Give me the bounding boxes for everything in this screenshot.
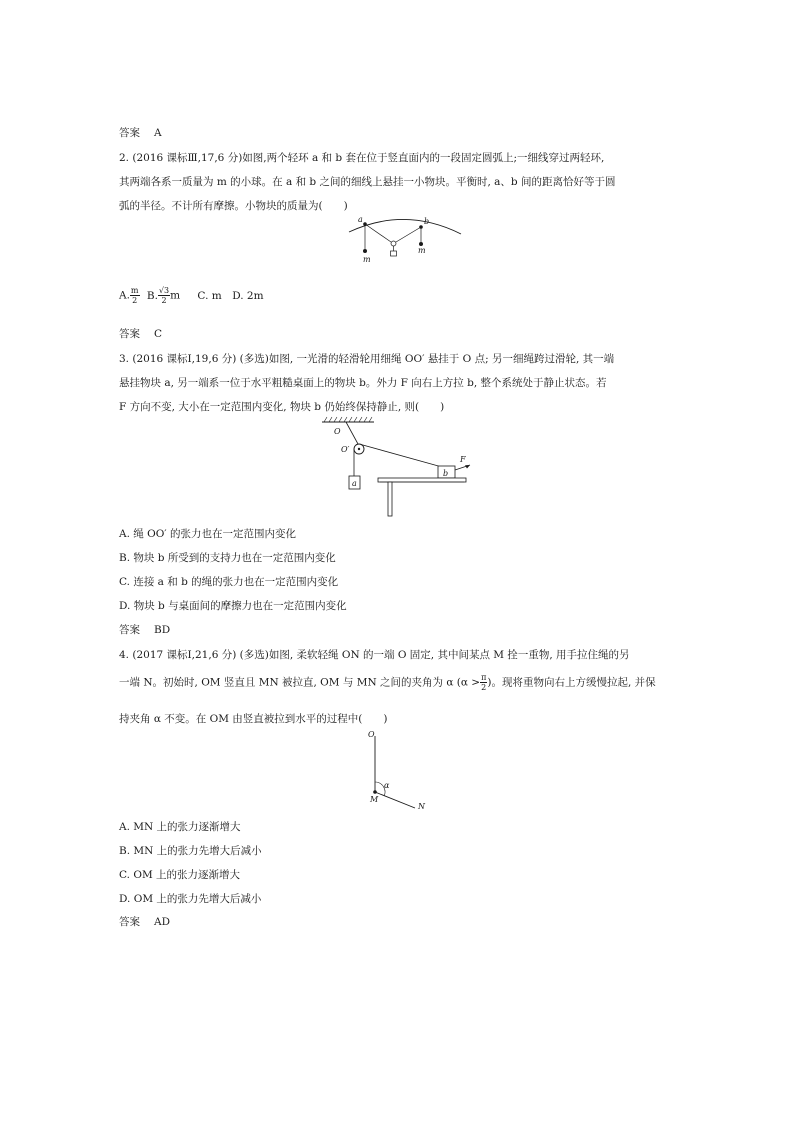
label-o: O bbox=[334, 427, 341, 436]
label-a: a bbox=[352, 479, 357, 488]
label-m-right: m bbox=[418, 246, 426, 255]
q2-line-1: 2. (2016 课标Ⅲ,17,6 分)如图,两个轻环 a 和 b 套在位于竖直面内的一段固定圆弧上;一细线穿过两轻环, bbox=[119, 152, 605, 164]
answer-value: C bbox=[154, 328, 163, 340]
label-b: b bbox=[424, 217, 430, 226]
string-a-block bbox=[365, 224, 391, 242]
answer-label: 答案 bbox=[119, 916, 140, 928]
q2-options bbox=[119, 286, 264, 305]
q4-figure bbox=[360, 726, 430, 810]
label-f: F bbox=[460, 455, 466, 464]
q4-frac-den: 2 bbox=[481, 683, 487, 692]
q4-option-b: B. MN 上的张力先增大后减小 bbox=[119, 845, 262, 857]
rope-mn bbox=[375, 792, 415, 808]
answer-value: A bbox=[154, 127, 162, 139]
q2-line-3: 弧的半径。不计所有摩擦。小物块的质量为( ) bbox=[119, 200, 348, 212]
q4-line-1: 4. (2017 课标Ⅰ,21,6 分) (多选)如图, 柔软轻绳 ON 的一端 O 固定, 其中间某点 M 拴一重物, 用手拉住绳的另 bbox=[119, 649, 630, 661]
q4-line-2 bbox=[119, 673, 656, 692]
q3-answer bbox=[119, 622, 170, 637]
q3-option-c: C. 连接 a 和 b 的绳的张力也在一定范围内变化 bbox=[119, 576, 339, 588]
rope-to-b bbox=[361, 445, 442, 468]
q4-frac-num: π bbox=[481, 673, 487, 682]
answer-label: 答案 bbox=[119, 127, 140, 139]
answer-value: AD bbox=[154, 916, 171, 928]
q4-line-2-post: )。现将重物向右上方缓慢拉起, 并保 bbox=[487, 676, 656, 689]
q2-option-b-num: √3 bbox=[158, 286, 170, 295]
q3-line-2: 悬挂物块 a, 另一端系一位于水平粗糙桌面上的物块 b。外力 F 向右上方拉 b, 整个系统处于静止状态。若 bbox=[119, 377, 607, 389]
label-alpha: α bbox=[384, 781, 390, 790]
q2-option-a-fraction bbox=[130, 286, 140, 305]
q2-option-a-den: 2 bbox=[132, 296, 138, 305]
arc bbox=[349, 219, 461, 234]
q4-line-2-pre: 一端 N。初始时, OM 竖直且 MN 被拉直, OM 与 MN 之间的夹角为 α (α > bbox=[119, 676, 481, 689]
q3-line-3: F 方向不变, 大小在一定范围内变化, 物块 b 仍始终保持静止, 则( ) bbox=[119, 401, 445, 413]
q4-option-c: C. OM 上的张力逐渐增大 bbox=[119, 869, 241, 881]
answer-label: 答案 bbox=[119, 328, 140, 340]
q2-option-a-num: m bbox=[130, 286, 139, 295]
q2-option-b-tail: m bbox=[170, 289, 181, 302]
q3-line-1: 3. (2016 课标Ⅰ,19,6 分) (多选)如图, 一光滑的轻滑轮用细绳 OO′ 悬挂于 O 点; 另一细绳跨过滑轮, 其一端 bbox=[119, 353, 615, 365]
label-b: b bbox=[443, 469, 449, 478]
q4-answer bbox=[119, 914, 170, 929]
q2-line-2: 其两端各系一质量为 m 的小球。在 a 和 b 之间的细线上悬挂一小物块。平衡时, a、b 间的距离恰好等于圆 bbox=[119, 176, 616, 188]
q3-figure bbox=[318, 416, 488, 520]
table-leg bbox=[388, 482, 392, 516]
label-o: O bbox=[368, 730, 375, 739]
small-block bbox=[391, 251, 397, 256]
table-top bbox=[378, 478, 466, 482]
q3-option-a: A. 绳 OO′ 的张力也在一定范围内变化 bbox=[119, 528, 297, 540]
label-m-left: m bbox=[363, 255, 371, 264]
q3-option-b: B. 物块 b 所受到的支持力也在一定范围内变化 bbox=[119, 552, 336, 564]
answer-value: BD bbox=[154, 624, 171, 636]
q2-figure bbox=[345, 212, 465, 262]
q4-option-d: D. OM 上的张力先增大后减小 bbox=[119, 893, 262, 905]
q4-option-a: A. MN 上的张力逐渐增大 bbox=[119, 821, 241, 833]
label-n: N bbox=[418, 802, 425, 811]
q2-option-b-label: B. bbox=[146, 289, 158, 302]
q2-option-a-label: A. bbox=[119, 289, 130, 302]
hook bbox=[391, 241, 396, 246]
answer-label: 答案 bbox=[119, 624, 140, 636]
string-b-block bbox=[396, 227, 421, 242]
q2-option-cd: C. m D. 2m bbox=[197, 289, 264, 302]
q2-option-b-den: 2 bbox=[161, 296, 167, 305]
q1-answer bbox=[119, 125, 162, 140]
point-m bbox=[373, 790, 377, 794]
label-a: a bbox=[358, 215, 363, 224]
q4-line-3: 持夹角 α 不变。在 OM 由竖直被拉到水平的过程中( ) bbox=[119, 713, 388, 725]
q3-option-d: D. 物块 b 与桌面间的摩擦力也在一定范围内变化 bbox=[119, 600, 347, 612]
label-o-prime: O′ bbox=[341, 445, 350, 454]
q2-answer bbox=[119, 326, 162, 341]
rope-oo bbox=[346, 422, 358, 444]
label-m: M bbox=[370, 795, 379, 804]
ball-left bbox=[363, 249, 367, 253]
q2-option-b-fraction bbox=[158, 286, 170, 305]
